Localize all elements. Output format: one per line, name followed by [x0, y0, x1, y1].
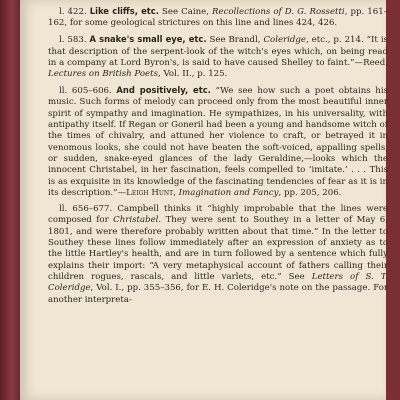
book-title: Coleridge: [263, 35, 306, 46]
book-title: Lectures on British Poets: [48, 69, 158, 80]
note-text: See Caine,: [158, 7, 213, 17]
book-title: Christabel: [113, 215, 159, 226]
note-text: ,: [173, 188, 179, 199]
book-title: Letters of S. T. Coleridge: [48, 272, 388, 294]
note-lines-656-677: [48, 204, 388, 306]
note-lines-605-606: [48, 85, 388, 199]
note-text: , etc., p. 214. “It is that description of the serpent-look of the witch's eyes which, on being read in a company at Lord Byron's, is said to have caused Shelley to faint.”—Reed,: [48, 35, 388, 68]
book-title: Imagination and Fancy: [178, 188, 279, 199]
note-lemma: A snake's small eye, etc.: [89, 34, 207, 45]
note-ref: l. 583.: [59, 35, 87, 46]
note-ref: ll. 656–677.: [59, 204, 113, 214]
book-page: [20, 0, 389, 400]
note-ref: l. 422.: [59, 7, 87, 17]
note-lemma: Like cliffs, etc.: [89, 6, 159, 16]
note-text: , pp. 205, 206.: [278, 188, 342, 199]
note-text: Campbell thinks it “highly improbable that the lines were composed for: [48, 204, 388, 226]
note-text: See Brandl,: [206, 35, 264, 46]
author-name: Leigh Hunt: [126, 188, 174, 199]
book-title: Recollections of D. G. Rossetti: [212, 7, 345, 17]
note-text: , pp. 161–162, for some geological strictures on this line and lines 424, 426.: [48, 7, 388, 29]
note-text: . They were sent to Southey in a letter of May 6, 1801, and were therefore probably written about that time.” In the letter to Southey these lines follow immediately after an expression of anxiety as to the little Hartley's health, and are in turn followed by a sentence which fully explains their import: “A very metaphysical account of fathers calling their children rogues, rascals, and little varlets, etc.” See: [48, 215, 388, 283]
notes-body: [48, 6, 388, 306]
note-text: , Vol. I., pp. 355–356, for E. H. Coleridge's note on the passage. For another interpreta-: [48, 283, 388, 305]
note-ref: ll. 605–606.: [59, 86, 112, 97]
note-line-422: [48, 6, 388, 30]
note-lemma: And positively, etc.: [116, 85, 211, 96]
note-text: “We see how such a poet obtains his music. Such forms of melody can proceed only from the most beautiful inner spirit of sympathy and imagination. He sympathizes, in his universality, with antipathy itself. If Regan or Goneril had been a young and handsome witch of the times of chivalry, and attuned her violence to craft, or betrayed it in venomous looks, she could not have beaten the soft-voiced, appalling spells, or sudden, snake-eyed glances of the lady Geraldine,—looks which the innocent Christabel, in her fascination, feels compelled to ‘imitate.’ . . . This is as exquisite in its knowledge of the fascinating tendencies of fear as it is in its description.”—: [48, 86, 389, 199]
note-text: , Vol. II., p. 125.: [157, 69, 228, 80]
book-cover-edge: [0, 0, 20, 400]
note-line-583: [48, 34, 388, 80]
